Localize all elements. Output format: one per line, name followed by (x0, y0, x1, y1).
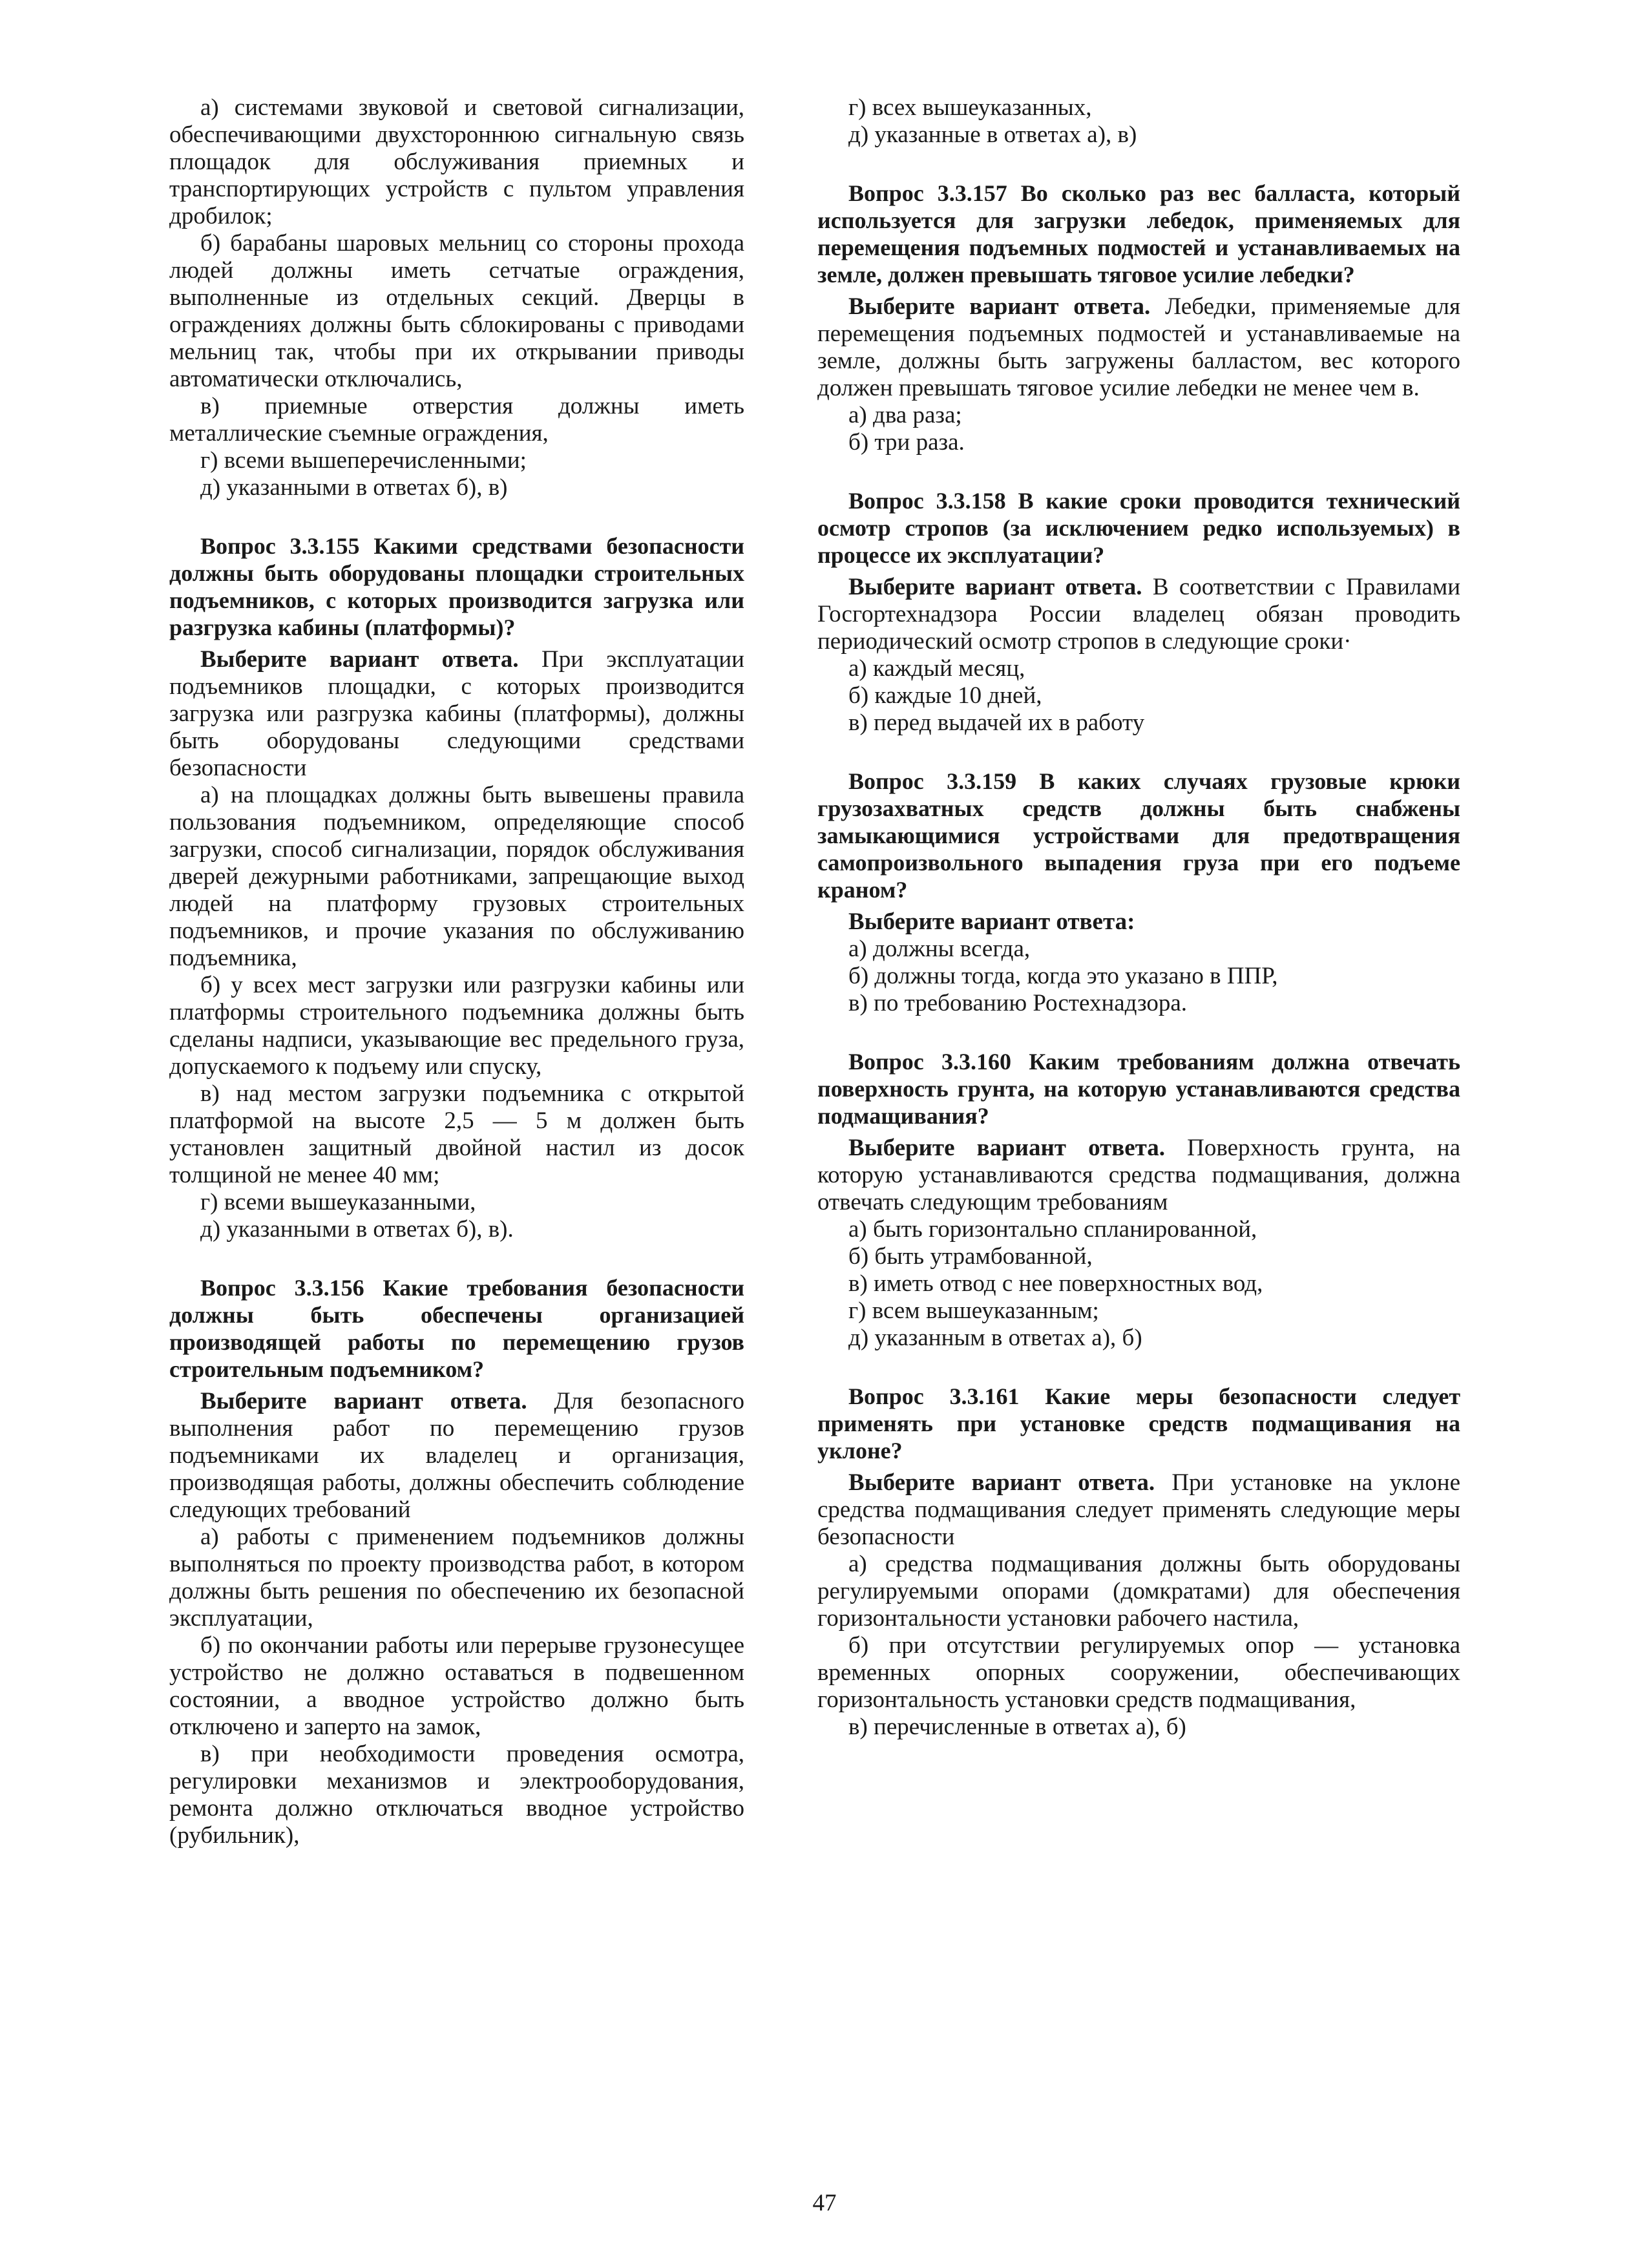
answer-text: Поверхность грунта, на которую устанавливаются средства подмащивания, должна отвечать следующим требованиям (817, 1135, 1460, 1215)
answer-intro (817, 1469, 1460, 1551)
answer-option: б) барабаны шаровых мельниц со стороны прохода людей должны иметь сетчатые ограждения, выполненные из отдельных секций. Дверцы в ограждениях должны быть сблокированы с приводами мельниц так, чтобы при их открывании приводы автоматически отключались, (169, 230, 744, 392)
answer-option: б) каждые 10 дней, (848, 682, 1042, 709)
answer-label: Выберите вариант ответа. (848, 293, 1151, 320)
answer-option: д) указанные в ответах а), в) (848, 121, 1137, 148)
answer-text: В соответствии с Правилами Госгортехнадзора России владелец обязан проводить периодический осмотр стропов в следующие сроки· (817, 574, 1460, 655)
answer-text: Лебедки, применяемые для перемещения подъемных подмостей и устанавливаемые на земле, должны быть загружены балластом, вес которого должен превышать тяговое усилие лебедки не менее чем в. (817, 293, 1460, 401)
answer-option: в) по требованию Ростехнадзора. (848, 990, 1188, 1016)
right-column (817, 94, 1460, 1741)
left-column (169, 94, 744, 1849)
answer-option: г) всем вышеуказанным; (848, 1297, 1099, 1324)
question-heading: Вопрос 3.3.159 В каких случаях грузовые крюки грузозахватных средств должны быть снабжены замыкающимися устройствами для предотвращения самопроизвольного выпадения груза при его подъеме краном? (817, 768, 1460, 903)
answer-option: в) над местом загрузки подъемника с открытой платформой на высоте 2,5 — 5 м должен быть установлен защитный двойной настил из досок толщиной не менее 40 мм; (169, 1080, 744, 1188)
answer-label: Выберите вариант ответа. (848, 1135, 1166, 1161)
answer-option: в) иметь отвод с нее поверхностных вод, (848, 1270, 1263, 1297)
answer-label: Выберите вариант ответа. (200, 646, 519, 673)
answer-text: При эксплуатации подъемников площадки, с которых производится загрузка или разгрузка кабины (платформы), должны быть оборудованы следующими средствами безопасности (169, 646, 744, 781)
question-heading: Вопрос 3.3.156 Какие требования безопасности должны быть обеспечены организацией производящей работы по перемещению грузов строительным подъемником? (169, 1275, 744, 1382)
answer-option: б) при отсутствии регулируемых опор — установка временных опорных сооружении, обеспечивающих горизонтальность установки средств подмащивания, (817, 1632, 1460, 1713)
answer-text: При установке на уклоне средства подмащивания следует применять следующие меры безопасности (817, 1469, 1460, 1550)
answer-text: Для безопасного выполнения работ по перемещению грузов подъемниками их владелец и организация, производящая работы, должны обеспечить соблюдение следующих требований (169, 1388, 744, 1523)
answer-option: а) быть горизонтально спланированной, (848, 1216, 1257, 1243)
question-heading: Вопрос 3.3.155 Какими средствами безопасности должны быть оборудованы площадки строительных подъемников, с которых производится загрузка или разгрузка кабины (платформы)? (169, 533, 744, 640)
answer-option: в) приемные отверстия должны иметь металлические съемные ограждения, (169, 393, 744, 446)
answer-intro (169, 646, 744, 782)
answer-option: б) должны тогда, когда это указано в ППР, (848, 963, 1278, 989)
answer-option: д) указанными в ответах б), в). (200, 1216, 514, 1243)
answer-option: а) каждый месяц, (848, 655, 1025, 682)
answer-option: а) должны всегда, (848, 936, 1031, 962)
answer-intro (817, 293, 1460, 402)
answer-label: Выберите вариант ответа. (200, 1388, 527, 1414)
page-number: 47 (812, 2190, 837, 2216)
answer-label: Выберите вариант ответа. (848, 1469, 1155, 1496)
answer-label: Выберите вариант ответа. (848, 574, 1142, 600)
answer-option: а) средства подмащивания должны быть оборудованы регулируемыми опорами (домкратами) для обеспечения горизонтальности установки рабочего настила, (817, 1551, 1460, 1632)
question-heading: Вопрос 3.3.158 В какие сроки проводится технический осмотр стропов (за исключением редко используемых) в процессе их эксплуатации? (817, 488, 1460, 568)
answer-intro (817, 908, 1460, 936)
answer-option: в) перед выдачей их в работу (848, 709, 1145, 736)
answer-option: а) системами звуковой и световой сигнализации, обеспечивающими двухстороннюю сигнальную связь площадок для обслуживания приемных и транспортирующих устройств с пультом управления дробилок; (169, 94, 744, 229)
answer-option: а) два раза; (848, 402, 962, 428)
answer-option: в) перечисленные в ответах а), б) (848, 1714, 1186, 1740)
answer-option: в) при необходимости проведения осмотра, регулировки механизмов и электрооборудования, ремонта должно отключаться вводное устройство (рубильник), (169, 1741, 744, 1849)
answer-option: д) указанными в ответах б), в) (200, 474, 508, 501)
answer-intro (817, 574, 1460, 655)
answer-option: а) работы с применением подъемников должны выполняться по проекту производства работ, в котором должны быть решения по обеспечению их безопасной эксплуатации, (169, 1524, 744, 1632)
question-heading: Вопрос 3.3.157 Во сколько раз вес балласта, который используется для загрузки лебедок, применяемых для перемещения подъемных подмостей и устанавливаемых на земле, должен превышать тяговое усилие лебедки? (817, 180, 1460, 288)
answer-option: г) всеми вышеперечисленными; (200, 447, 527, 474)
answer-option: б) по окончании работы или перерыве грузонесущее устройство не должно оставаться в подвешенном состоянии, а вводное устройство должно быть отключено и заперто на замок, (169, 1632, 744, 1740)
question-heading: Вопрос 3.3.160 Каким требованиям должна отвечать поверхность грунта, на которую устанавливаются средства подмащивания? (817, 1049, 1460, 1129)
answer-option: б) три раза. (848, 429, 965, 456)
answer-intro (169, 1388, 744, 1524)
answer-intro (817, 1135, 1460, 1216)
answer-option: б) у всех мест загрузки или разгрузки кабины или платформы строительного подъемника должны быть сделаны надписи, указывающие вес предельного груза, допускаемого к подъему или спуску, (169, 972, 744, 1080)
answer-option: а) на площадках должны быть вывешены правила пользования подъемником, определяющие способ загрузки, способ сигнализации, порядок обслуживания дверей дежурными работниками, запрещающие выход людей на платформу грузовых строительных подъемников, и прочие указания по обслуживанию подъемника, (169, 782, 744, 971)
answer-option: г) всеми вышеуказанными, (200, 1189, 476, 1215)
answer-label: Выберите вариант ответа: (848, 908, 1135, 935)
answer-option: д) указанным в ответах а), б) (848, 1325, 1142, 1351)
answer-option: г) всех вышеуказанных, (848, 94, 1092, 121)
question-heading: Вопрос 3.3.161 Какие меры безопасности следует применять при установке средств подмащивания на уклоне? (817, 1383, 1460, 1464)
answer-option: б) быть утрамбованной, (848, 1243, 1093, 1270)
